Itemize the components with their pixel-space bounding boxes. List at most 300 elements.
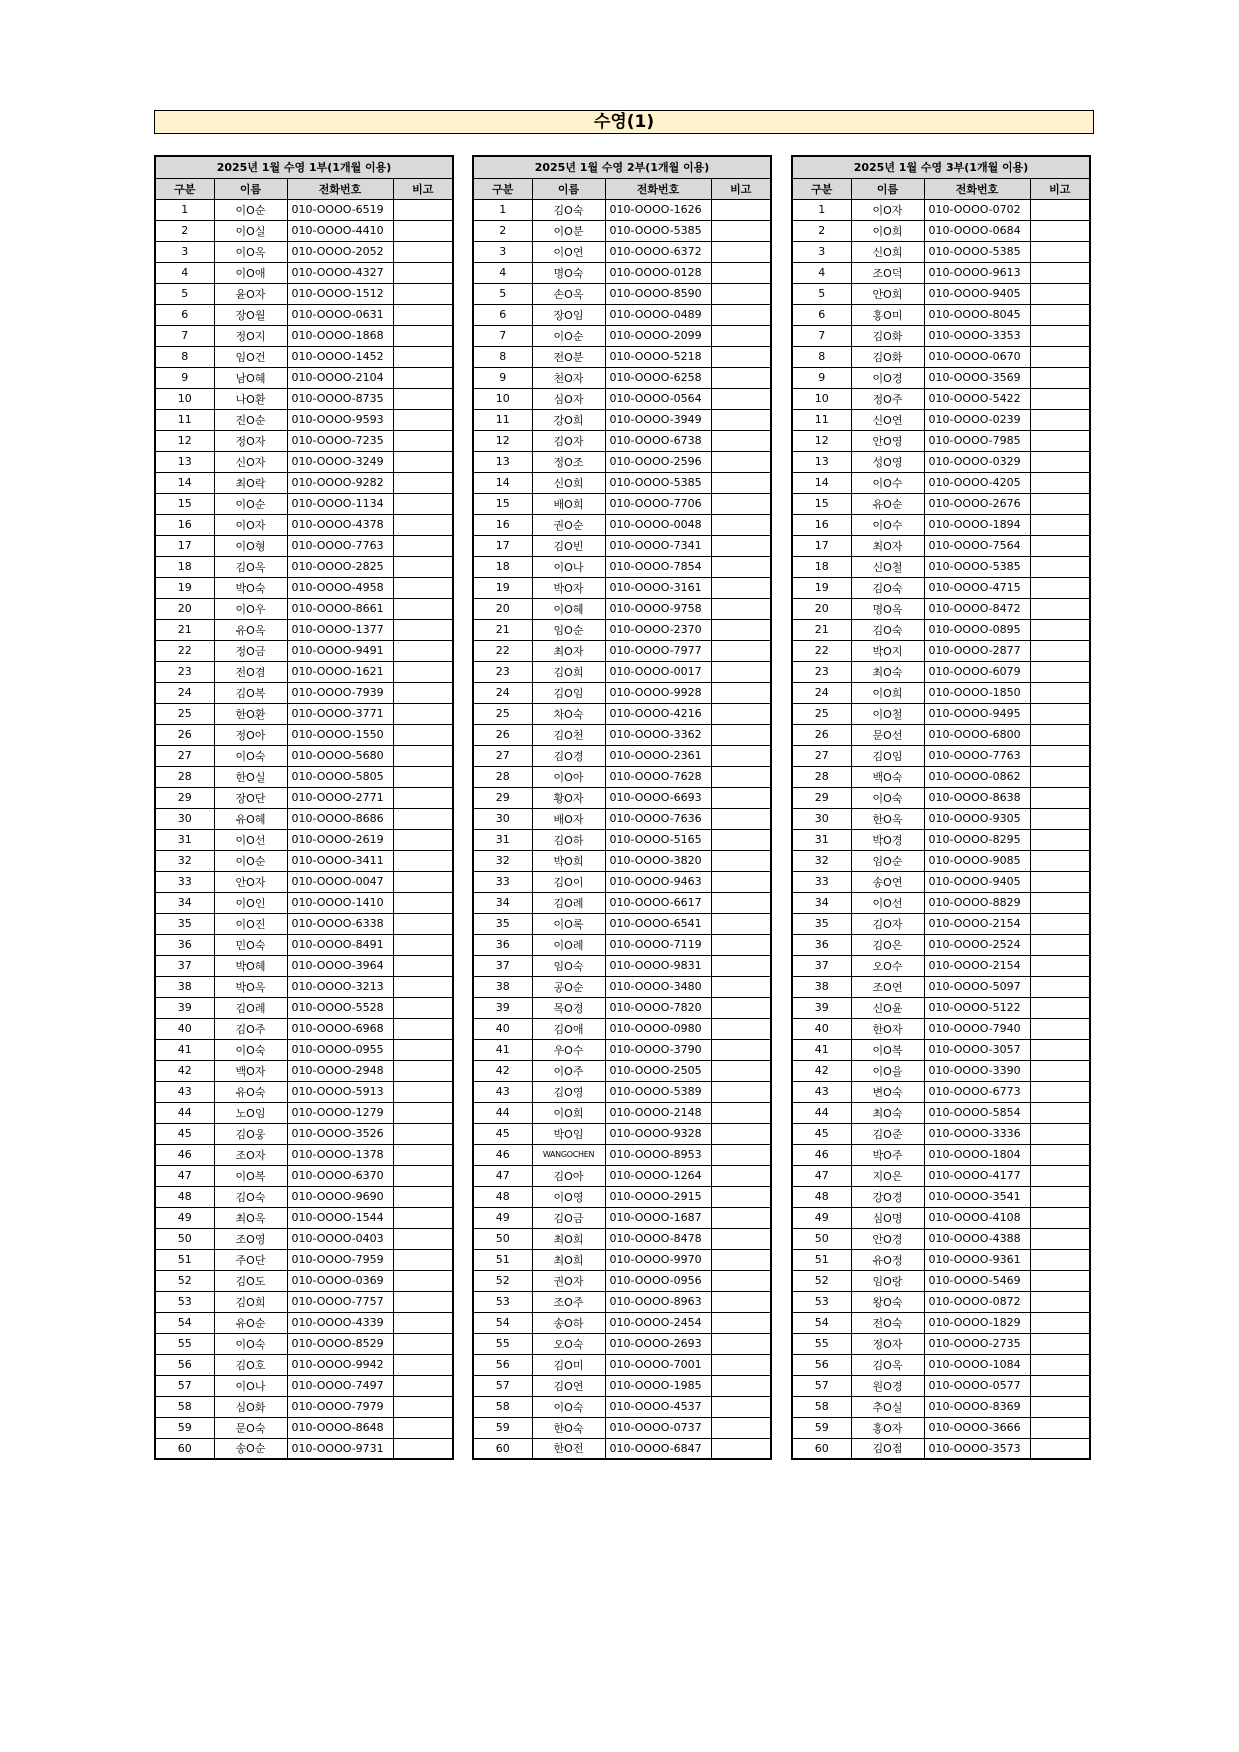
cell-no: 11	[473, 409, 532, 430]
cell-phone: 010-OOOO-2524	[924, 934, 1030, 955]
cell-no: 48	[473, 1186, 532, 1207]
cell-no: 16	[792, 514, 851, 535]
table-row	[473, 1144, 771, 1165]
cell-phone: 010-OOOO-6541	[605, 913, 711, 934]
cell-phone: 010-OOOO-1850	[924, 682, 1030, 703]
cell-no: 3	[792, 241, 851, 262]
cell-name: 배O희	[532, 493, 605, 514]
cell-phone: 010-OOOO-3949	[605, 409, 711, 430]
cell-note	[393, 1102, 453, 1123]
cell-note	[711, 1354, 771, 1375]
cell-phone: 010-OOOO-1134	[287, 493, 393, 514]
table-row	[792, 682, 1090, 703]
cell-note	[1030, 976, 1090, 997]
cell-no: 58	[473, 1396, 532, 1417]
cell-name: 유O순	[214, 1312, 287, 1333]
cell-phone: 010-OOOO-0702	[924, 199, 1030, 220]
cell-no: 9	[473, 367, 532, 388]
cell-note	[393, 997, 453, 1018]
cell-no: 41	[792, 1039, 851, 1060]
roster-table	[472, 155, 772, 1460]
cell-name: 임O랑	[851, 1270, 924, 1291]
cell-note	[1030, 1396, 1090, 1417]
cell-no: 35	[792, 913, 851, 934]
cell-no: 50	[792, 1228, 851, 1249]
table-row	[473, 703, 771, 724]
cell-phone: 010-OOOO-0017	[605, 661, 711, 682]
table-row	[155, 976, 453, 997]
cell-name: 우O수	[532, 1039, 605, 1060]
cell-note	[393, 745, 453, 766]
cell-no: 40	[792, 1018, 851, 1039]
cell-phone: 010-OOOO-6738	[605, 430, 711, 451]
table-row	[792, 1081, 1090, 1102]
table-row	[155, 850, 453, 871]
cell-name: 김O옥	[214, 556, 287, 577]
cell-phone: 010-OOOO-3541	[924, 1186, 1030, 1207]
column-header-phone: 전화번호	[605, 178, 711, 199]
cell-phone: 010-OOOO-1512	[287, 283, 393, 304]
cell-phone: 010-OOOO-1868	[287, 325, 393, 346]
cell-name: 이O나	[532, 556, 605, 577]
table-row	[792, 1396, 1090, 1417]
cell-note	[1030, 1123, 1090, 1144]
cell-note	[711, 241, 771, 262]
cell-no: 19	[792, 577, 851, 598]
cell-name: 남O혜	[214, 367, 287, 388]
cell-phone: 010-OOOO-0128	[605, 262, 711, 283]
table-row	[155, 367, 453, 388]
cell-no: 55	[792, 1333, 851, 1354]
cell-name: 이O순	[532, 325, 605, 346]
cell-no: 26	[792, 724, 851, 745]
table-row	[155, 220, 453, 241]
cell-note	[1030, 262, 1090, 283]
cell-note	[393, 1123, 453, 1144]
table-row	[473, 1165, 771, 1186]
cell-name: 안O희	[851, 283, 924, 304]
cell-no: 52	[155, 1270, 214, 1291]
table-row	[792, 451, 1090, 472]
table-row	[473, 955, 771, 976]
cell-name: 장O임	[532, 304, 605, 325]
cell-no: 13	[473, 451, 532, 472]
cell-phone: 010-OOOO-8648	[287, 1417, 393, 1438]
cell-phone: 010-OOOO-2154	[924, 913, 1030, 934]
cell-no: 53	[155, 1291, 214, 1312]
cell-name: 명O숙	[532, 262, 605, 283]
cell-no: 28	[473, 766, 532, 787]
cell-phone: 010-OOOO-4216	[605, 703, 711, 724]
cell-note	[1030, 535, 1090, 556]
table-row	[155, 1249, 453, 1270]
table-row	[155, 1228, 453, 1249]
cell-name: 임O숙	[532, 955, 605, 976]
cell-name: 지O은	[851, 1165, 924, 1186]
cell-phone: 010-OOOO-1264	[605, 1165, 711, 1186]
cell-name: 김O숙	[851, 619, 924, 640]
table-row	[155, 997, 453, 1018]
table-row	[473, 409, 771, 430]
cell-phone: 010-OOOO-0577	[924, 1375, 1030, 1396]
cell-phone: 010-OOOO-5097	[924, 976, 1030, 997]
cell-no: 30	[155, 808, 214, 829]
cell-phone: 010-OOOO-3353	[924, 325, 1030, 346]
cell-name: 송O연	[851, 871, 924, 892]
cell-phone: 010-OOOO-4378	[287, 514, 393, 535]
cell-phone: 010-OOOO-5389	[605, 1081, 711, 1102]
cell-no: 24	[792, 682, 851, 703]
cell-note	[711, 1291, 771, 1312]
cell-note	[711, 787, 771, 808]
cell-name: 이O경	[851, 367, 924, 388]
cell-name: 최O락	[214, 472, 287, 493]
cell-note	[393, 682, 453, 703]
table-row	[473, 472, 771, 493]
cell-phone: 010-OOOO-0862	[924, 766, 1030, 787]
cell-no: 21	[155, 619, 214, 640]
cell-phone: 010-OOOO-3336	[924, 1123, 1030, 1144]
cell-note	[393, 1396, 453, 1417]
table-row	[155, 1081, 453, 1102]
cell-note	[711, 199, 771, 220]
cell-no: 31	[155, 829, 214, 850]
cell-name: 최O희	[532, 1228, 605, 1249]
cell-name: 김O도	[214, 1270, 287, 1291]
table-row	[155, 304, 453, 325]
cell-no: 28	[792, 766, 851, 787]
cell-name: 주O단	[214, 1249, 287, 1270]
cell-phone: 010-OOOO-2505	[605, 1060, 711, 1081]
table-row	[155, 1270, 453, 1291]
cell-phone: 010-OOOO-6370	[287, 1165, 393, 1186]
table-row	[155, 1039, 453, 1060]
cell-name: 이O선	[214, 829, 287, 850]
cell-name: 오O수	[851, 955, 924, 976]
cell-phone: 010-OOOO-0684	[924, 220, 1030, 241]
table-row	[473, 829, 771, 850]
table-row	[473, 241, 771, 262]
cell-note	[711, 1102, 771, 1123]
cell-name: 한O옥	[851, 808, 924, 829]
cell-name: 이O록	[532, 913, 605, 934]
cell-note	[711, 472, 771, 493]
cell-name: 이O아	[532, 766, 605, 787]
cell-no: 35	[473, 913, 532, 934]
cell-note	[711, 598, 771, 619]
cell-name: 이O복	[851, 1039, 924, 1060]
cell-name: 박O임	[532, 1123, 605, 1144]
cell-no: 25	[155, 703, 214, 724]
cell-no: 8	[792, 346, 851, 367]
cell-no: 49	[155, 1207, 214, 1228]
cell-phone: 010-OOOO-1550	[287, 724, 393, 745]
cell-note	[711, 1186, 771, 1207]
cell-no: 55	[155, 1333, 214, 1354]
cell-name: 신O자	[214, 451, 287, 472]
table-row	[792, 913, 1090, 934]
cell-name: 성O영	[851, 451, 924, 472]
cell-no: 33	[473, 871, 532, 892]
cell-phone: 010-OOOO-2877	[924, 640, 1030, 661]
cell-name: 조O자	[214, 1144, 287, 1165]
cell-name: 박O경	[851, 829, 924, 850]
cell-note	[393, 1354, 453, 1375]
cell-no: 54	[792, 1312, 851, 1333]
table-row	[155, 199, 453, 220]
cell-name: 명O옥	[851, 598, 924, 619]
cell-no: 15	[792, 493, 851, 514]
table-row	[473, 808, 771, 829]
cell-phone: 010-OOOO-3820	[605, 850, 711, 871]
cell-name: 김O화	[851, 346, 924, 367]
cell-phone: 010-OOOO-9831	[605, 955, 711, 976]
table-row	[792, 1333, 1090, 1354]
cell-no: 58	[155, 1396, 214, 1417]
cell-note	[711, 976, 771, 997]
column-header-note: 비고	[1030, 178, 1090, 199]
cell-phone: 010-OOOO-6372	[605, 241, 711, 262]
cell-no: 49	[473, 1207, 532, 1228]
cell-name: 차O숙	[532, 703, 605, 724]
cell-name: 유O정	[851, 1249, 924, 1270]
cell-note	[393, 913, 453, 934]
table-row	[473, 430, 771, 451]
table-row	[155, 682, 453, 703]
cell-no: 54	[473, 1312, 532, 1333]
cell-name: 이O순	[214, 850, 287, 871]
cell-no: 53	[473, 1291, 532, 1312]
table-row	[155, 241, 453, 262]
cell-phone: 010-OOOO-2052	[287, 241, 393, 262]
cell-note	[1030, 493, 1090, 514]
table-row	[473, 1102, 771, 1123]
cell-name: 한O전	[532, 1438, 605, 1459]
table-row	[792, 1207, 1090, 1228]
cell-name: 나O환	[214, 388, 287, 409]
cell-name: 조O연	[851, 976, 924, 997]
cell-phone: 010-OOOO-2771	[287, 787, 393, 808]
cell-name: 유O숙	[214, 1081, 287, 1102]
cell-no: 21	[792, 619, 851, 640]
cell-phone: 010-OOOO-0956	[605, 1270, 711, 1291]
cell-note	[711, 703, 771, 724]
cell-note	[393, 220, 453, 241]
cell-phone: 010-OOOO-4205	[924, 472, 1030, 493]
cell-no: 45	[155, 1123, 214, 1144]
cell-phone: 010-OOOO-0631	[287, 304, 393, 325]
table-row	[792, 1438, 1090, 1459]
cell-note	[393, 850, 453, 871]
table-row	[792, 640, 1090, 661]
cell-name: 추O실	[851, 1396, 924, 1417]
cell-phone: 010-OOOO-3964	[287, 955, 393, 976]
table-row	[155, 577, 453, 598]
table-row	[155, 934, 453, 955]
table-row	[473, 745, 771, 766]
cell-note	[1030, 514, 1090, 535]
cell-note	[393, 1060, 453, 1081]
cell-note	[1030, 283, 1090, 304]
cell-note	[711, 514, 771, 535]
cell-phone: 010-OOOO-8529	[287, 1333, 393, 1354]
cell-note	[711, 1081, 771, 1102]
cell-no: 59	[155, 1417, 214, 1438]
cell-phone: 010-OOOO-4108	[924, 1207, 1030, 1228]
table-row	[473, 997, 771, 1018]
cell-phone: 010-OOOO-2361	[605, 745, 711, 766]
cell-note	[1030, 766, 1090, 787]
cell-phone: 010-OOOO-8953	[605, 1144, 711, 1165]
cell-no: 16	[155, 514, 214, 535]
cell-no: 29	[473, 787, 532, 808]
cell-note	[711, 1396, 771, 1417]
cell-phone: 010-OOOO-9613	[924, 262, 1030, 283]
cell-name: 심O명	[851, 1207, 924, 1228]
cell-note	[1030, 346, 1090, 367]
cell-name: 김O주	[214, 1018, 287, 1039]
cell-note	[711, 1060, 771, 1081]
cell-phone: 010-OOOO-0737	[605, 1417, 711, 1438]
table-caption: 2025년 1월 수영 2부(1개월 이용)	[473, 156, 771, 178]
cell-name: 홍O미	[851, 304, 924, 325]
table-row	[473, 388, 771, 409]
table-row	[792, 409, 1090, 430]
cell-phone: 010-OOOO-8472	[924, 598, 1030, 619]
cell-phone: 010-OOOO-7854	[605, 556, 711, 577]
cell-phone: 010-OOOO-8963	[605, 1291, 711, 1312]
cell-name: 최O숙	[851, 1102, 924, 1123]
cell-note	[393, 472, 453, 493]
cell-name: 유O옥	[214, 619, 287, 640]
table-row	[792, 1144, 1090, 1165]
table-row	[792, 871, 1090, 892]
table-row	[473, 1249, 771, 1270]
cell-note	[393, 304, 453, 325]
table-row	[792, 808, 1090, 829]
table-row	[792, 1417, 1090, 1438]
table-row	[792, 745, 1090, 766]
table-caption: 2025년 1월 수영 3부(1개월 이용)	[792, 156, 1090, 178]
cell-name: 백O숙	[851, 766, 924, 787]
cell-note	[1030, 1060, 1090, 1081]
table-row	[792, 1228, 1090, 1249]
table-row	[155, 283, 453, 304]
cell-no: 12	[792, 430, 851, 451]
table-row	[792, 766, 1090, 787]
cell-no: 29	[792, 787, 851, 808]
cell-phone: 010-OOOO-6258	[605, 367, 711, 388]
cell-note	[711, 997, 771, 1018]
cell-note	[711, 220, 771, 241]
table-row	[473, 304, 771, 325]
cell-phone: 010-OOOO-4339	[287, 1312, 393, 1333]
table-row	[473, 493, 771, 514]
table-row	[473, 1018, 771, 1039]
cell-phone: 010-OOOO-1894	[924, 514, 1030, 535]
cell-note	[393, 955, 453, 976]
cell-name: 김O복	[214, 682, 287, 703]
cell-no: 53	[792, 1291, 851, 1312]
column-header-phone: 전화번호	[287, 178, 393, 199]
cell-note	[1030, 1207, 1090, 1228]
cell-note	[1030, 325, 1090, 346]
table-row	[792, 829, 1090, 850]
cell-note	[711, 367, 771, 388]
cell-phone: 010-OOOO-1621	[287, 661, 393, 682]
cell-phone: 010-OOOO-5422	[924, 388, 1030, 409]
cell-no: 36	[155, 934, 214, 955]
table-row	[155, 556, 453, 577]
cell-note	[393, 1018, 453, 1039]
cell-name: 이O나	[214, 1375, 287, 1396]
cell-name: 임O순	[532, 619, 605, 640]
cell-name: WANGOCHEN	[532, 1144, 605, 1165]
cell-phone: 010-OOOO-1829	[924, 1312, 1030, 1333]
cell-note	[393, 892, 453, 913]
cell-note	[393, 241, 453, 262]
table-row	[473, 1228, 771, 1249]
cell-note	[393, 556, 453, 577]
cell-note	[711, 304, 771, 325]
cell-phone: 010-OOOO-8661	[287, 598, 393, 619]
cell-phone: 010-OOOO-7939	[287, 682, 393, 703]
table-row	[473, 724, 771, 745]
cell-name: 김O천	[532, 724, 605, 745]
table-row	[792, 367, 1090, 388]
cell-no: 14	[155, 472, 214, 493]
cell-note	[1030, 1312, 1090, 1333]
cell-no: 1	[155, 199, 214, 220]
table-row	[792, 1102, 1090, 1123]
cell-note	[393, 640, 453, 661]
cell-note	[711, 451, 771, 472]
cell-note	[711, 1228, 771, 1249]
cell-note	[711, 640, 771, 661]
cell-name: 이O주	[532, 1060, 605, 1081]
cell-phone: 010-OOOO-7564	[924, 535, 1030, 556]
cell-note	[711, 808, 771, 829]
cell-note	[711, 892, 771, 913]
cell-no: 40	[155, 1018, 214, 1039]
cell-no: 45	[792, 1123, 851, 1144]
cell-no: 8	[155, 346, 214, 367]
cell-note	[1030, 1165, 1090, 1186]
cell-name: 김O금	[532, 1207, 605, 1228]
table-row	[155, 1207, 453, 1228]
cell-note	[1030, 892, 1090, 913]
cell-note	[393, 514, 453, 535]
cell-no: 27	[473, 745, 532, 766]
cell-note	[393, 367, 453, 388]
cell-phone: 010-OOOO-7119	[605, 934, 711, 955]
cell-no: 43	[155, 1081, 214, 1102]
cell-no: 12	[155, 430, 214, 451]
cell-note	[393, 934, 453, 955]
cell-note	[711, 619, 771, 640]
page-title: 수영(1)	[154, 110, 1094, 134]
cell-no: 45	[473, 1123, 532, 1144]
cell-name: 신O희	[532, 472, 605, 493]
cell-note	[711, 661, 771, 682]
cell-name: 이O혜	[532, 598, 605, 619]
cell-no: 7	[473, 325, 532, 346]
table-row	[792, 661, 1090, 682]
roster-table	[154, 155, 454, 1460]
cell-name: 최O옥	[214, 1207, 287, 1228]
roster-block-2	[472, 155, 770, 1460]
table-row	[155, 871, 453, 892]
